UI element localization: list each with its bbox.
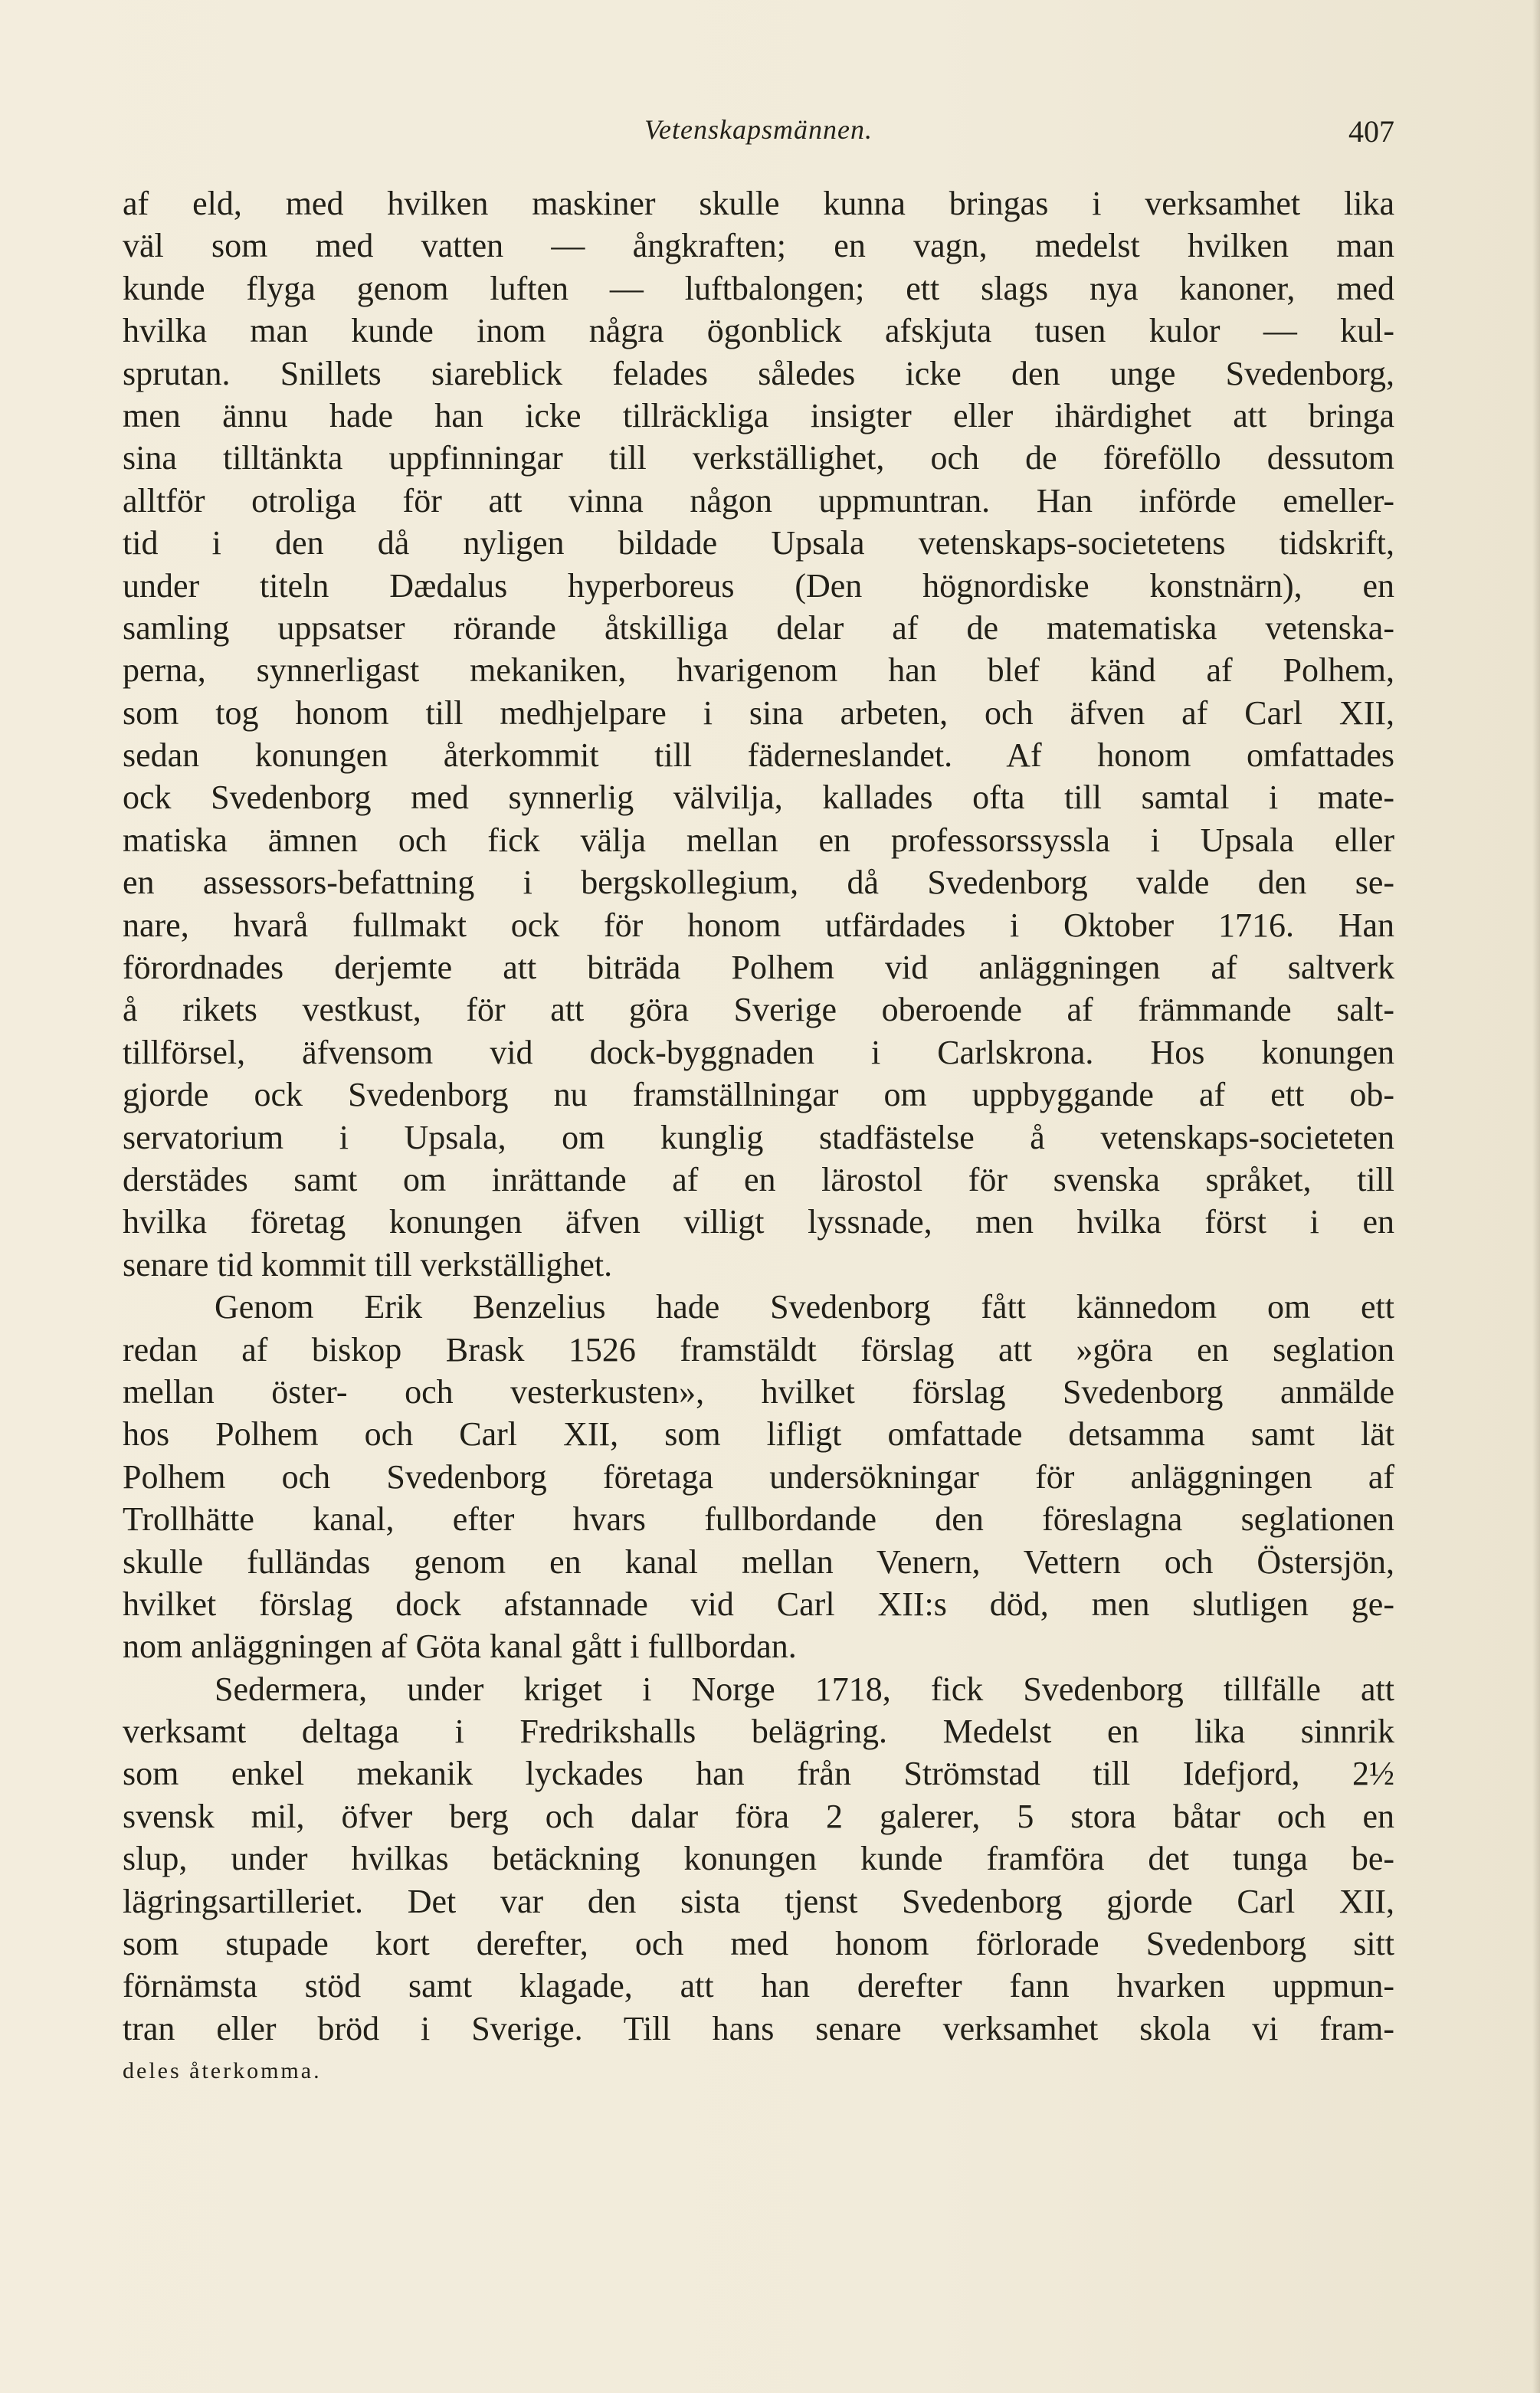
text-line: servatorium i Upsala, om kunglig stadfästelse å vetenskaps-societeten	[123, 1118, 1394, 1156]
text-line: hos Polhem och Carl XII, som lifligt omfattade detsamma samt lät	[123, 1415, 1394, 1454]
page-number: 407	[1348, 114, 1394, 149]
text-line: Trollhätte kanal, efter hvars fullbordande den föreslagna seglationen	[123, 1500, 1394, 1539]
text-line: kunde flyga genom luften — luftbalongen; ett slags nya kanoner, med	[123, 269, 1394, 307]
text-line: förnämsta stöd samt klagade, att han derefter fann hvarken uppmun-	[123, 1967, 1394, 2005]
text-line: under titeln Dædalus hyperboreus (Den högnordiske konstnärn), en	[123, 566, 1394, 605]
text-line: af eld, med hvilken maskiner skulle kunna bringas i verksamhet lika	[123, 185, 1394, 222]
text-line: tillförsel, äfvensom vid dock-byggnaden i Carlskrona. Hos konungen	[123, 1033, 1394, 1071]
body-text	[123, 182, 1394, 2093]
text-line: hvilket förslag dock afstannade vid Carl XII:s död, men slutligen ge-	[123, 1585, 1394, 1623]
text-line: sina tilltänkta uppfinningar till verkställighet, och de föreföllo dessutom	[123, 439, 1394, 477]
text-line: förordnades derjemte att biträda Polhem vid anläggningen af saltverk	[123, 949, 1394, 987]
text-line: matiska ämnen och fick välja mellan en professorssyssla i Upsala eller	[123, 821, 1394, 859]
text-line: väl som med vatten — ångkraften; en vagn, medelst hvilken man	[123, 227, 1394, 265]
text-line: hvilka företag konungen äfven villigt lyssnade, men hvilka först i en	[123, 1203, 1394, 1241]
running-title: Vetenskapsmännen.	[644, 114, 873, 145]
text-line: verksamt deltaga i Fredrikshalls belägring. Medelst en lika sinnrik	[123, 1713, 1394, 1751]
text-line: Polhem och Svedenborg företaga undersökningar för anläggningen af	[123, 1457, 1394, 1496]
text-line: Genom Erik Benzelius hade Svedenborg fått kännedom om ett	[215, 1288, 1394, 1326]
text-line: som enkel mekanik lyckades han från Strömstad till Idefjord, 2½	[123, 1755, 1394, 1793]
text-line: å rikets vestkust, för att göra Sverige oberoende af främmande salt-	[123, 991, 1394, 1029]
text-line: sprutan. Snillets siareblick felades således icke den unge Svedenborg,	[123, 354, 1394, 392]
text-line: ock Svedenborg med synnerlig välvilja, kallades ofta till samtal i mate-	[123, 779, 1394, 817]
text-line: som stupade kort derefter, och med honom förlorade Svedenborg sitt	[123, 1925, 1394, 1963]
text-line: senare tid kommit till verkställighet.	[123, 1245, 613, 1283]
text-line: nom anläggningen af Göta kanal gått i fullbordan.	[123, 1628, 797, 1666]
text-line: deles återkomma.	[123, 2058, 322, 2084]
text-line: svensk mil, öfver berg och dalar föra 2 galerer, 5 stora båtar och en	[123, 1797, 1394, 1835]
text-line: skulle fulländas genom en kanal mellan Venern, Vettern och Östersjön,	[123, 1542, 1394, 1581]
text-line: sedan konungen återkommit till fäderneslandet. Af honom omfattades	[123, 736, 1394, 775]
text-line: derstädes samt om inrättande af en lärostol för svenska språket, till	[123, 1160, 1394, 1198]
text-line: slup, under hvilkas betäckning konungen kunde framföra det tunga be-	[123, 1840, 1394, 1878]
text-line: som tog honom till medhjelpare i sina arbeten, och äfven af Carl XII,	[123, 693, 1394, 732]
text-line: mellan öster- och vesterkusten», hvilket förslag Svedenborg anmälde	[123, 1372, 1394, 1411]
text-line: tran eller bröd i Sverige. Till hans senare verksamhet skola vi fram-	[123, 2009, 1394, 2047]
text-line: nare, hvarå fullmakt ock för honom utfärdades i Oktober 1716. Han	[123, 906, 1394, 944]
text-line: en assessors-befattning i bergskollegium, då Svedenborg valde den se-	[123, 864, 1394, 902]
text-line: redan af biskop Brask 1526 framstäldt förslag att »göra en seglation	[123, 1330, 1394, 1369]
text-line: samling uppsatser rörande åtskilliga delar af de matematiska vetenska-	[123, 608, 1394, 647]
text-line: tid i den då nyligen bildade Upsala vetenskaps-societetens tidskrift,	[123, 524, 1394, 562]
text-line: Sedermera, under kriget i Norge 1718, fick Svedenborg tillfälle att	[215, 1670, 1394, 1708]
text-line: men ännu hade han icke tillräckliga insigter eller ihärdighet att bringa	[123, 396, 1394, 434]
text-line: lägringsartilleriet. Det var den sista tjenst Svedenborg gjorde Carl XII,	[123, 1882, 1394, 1920]
text-line: hvilka man kunde inom några ögonblick afskjuta tusen kulor — kul-	[123, 312, 1394, 350]
text-line: perna, synnerligast mekaniken, hvarigenom han blef känd af Polhem,	[123, 651, 1394, 690]
page-header	[123, 113, 1394, 159]
page-edge-shadow	[1532, 0, 1540, 2393]
text-line: alltför otroliga för att vinna någon uppmuntran. Han införde emeller-	[123, 481, 1394, 520]
text-line: gjorde ock Svedenborg nu framställningar om uppbyggande af ett ob-	[123, 1076, 1394, 1114]
